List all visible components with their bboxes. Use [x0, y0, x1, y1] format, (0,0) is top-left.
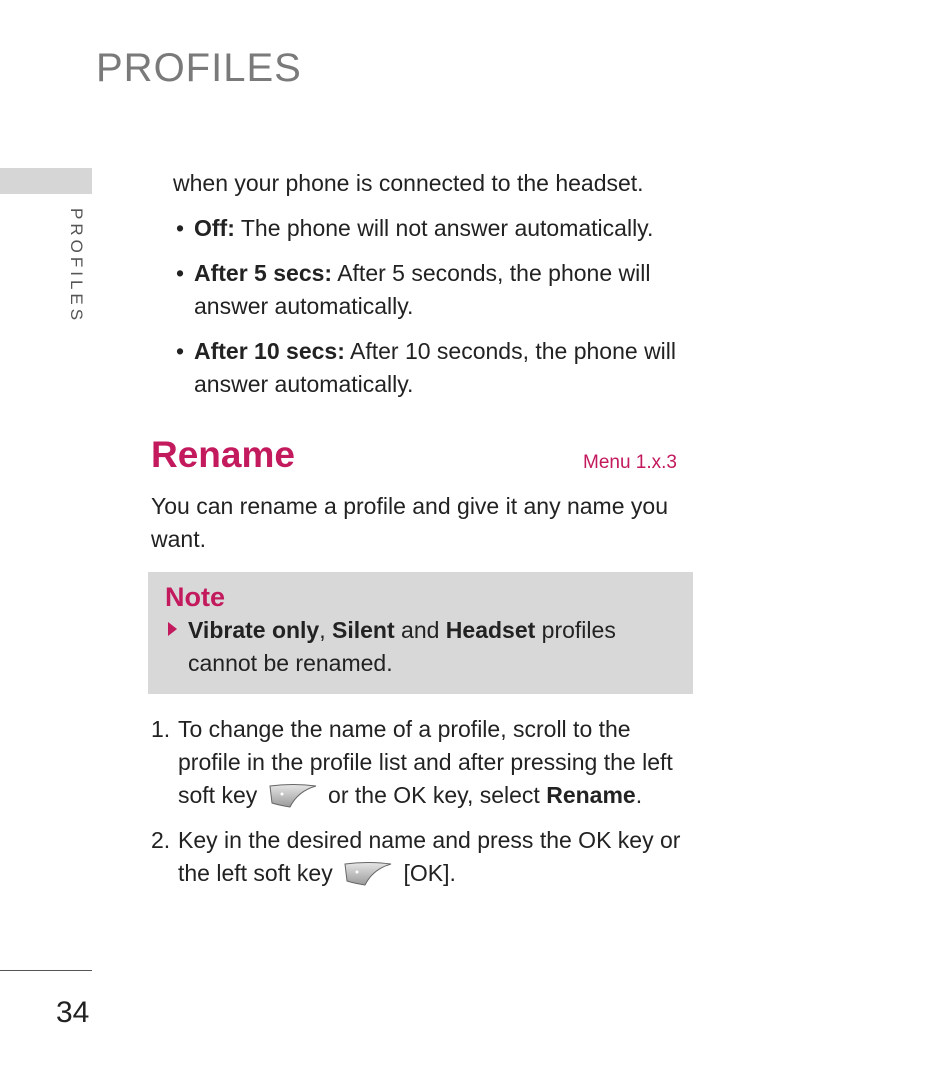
list-item	[176, 212, 696, 245]
note-conjunction: and	[394, 617, 446, 643]
menu-reference: Menu 1.x.3	[583, 452, 677, 473]
note-separator: ,	[319, 617, 333, 643]
step-text: To change the name of a profile, scroll to the profile in the profile list and after pressing the left soft key	[178, 716, 673, 808]
note-box	[148, 572, 693, 694]
side-section-label: PROFILES	[67, 208, 86, 325]
note-text	[188, 614, 668, 680]
note-rest: profiles cannot be renamed.	[188, 617, 616, 676]
steps-list	[151, 713, 691, 902]
rename-description: You can rename a profile and give it any name you want.	[151, 493, 668, 552]
section-header	[151, 434, 681, 480]
note-term-silent: Silent	[332, 617, 395, 643]
side-tab	[0, 168, 92, 194]
list-item	[151, 824, 691, 890]
step-bold: Rename	[546, 782, 636, 808]
footer-divider	[0, 970, 92, 971]
section-title: Rename	[151, 434, 295, 475]
list-item	[151, 713, 691, 812]
left-soft-key-icon	[343, 861, 393, 887]
option-term: Off:	[194, 215, 235, 241]
bullet-icon: •	[176, 338, 185, 364]
option-text: After 10 seconds, the phone will answer automatically.	[194, 338, 677, 397]
left-soft-key-icon	[268, 783, 318, 809]
step-end: .	[635, 782, 643, 808]
note-title: Note	[165, 582, 225, 612]
step-number: 1.	[151, 716, 171, 742]
list-item	[176, 257, 696, 323]
list-item	[176, 335, 696, 401]
note-term-headset: Headset	[445, 617, 536, 643]
intro-text: when your phone is connected to the headset.	[173, 170, 644, 196]
step-text: Key in the desired name and press the OK key or the left soft key	[178, 827, 681, 886]
step-end: [OK].	[397, 860, 456, 886]
option-term: After 10 secs:	[194, 338, 345, 364]
page-title: PROFILES	[96, 46, 302, 90]
note-term-vibrate: Vibrate only	[188, 617, 320, 643]
bullet-icon: •	[176, 260, 185, 286]
option-text: After 5 seconds, the phone will answer automatically.	[194, 260, 651, 319]
page-number: 34	[56, 996, 90, 1029]
step-text-mid: or the OK key, select	[321, 782, 547, 808]
answer-options-list	[176, 212, 696, 413]
arrow-right-icon	[168, 622, 177, 636]
option-term: After 5 secs:	[194, 260, 333, 286]
step-number: 2.	[151, 827, 171, 853]
option-text: The phone will not answer automatically.	[234, 215, 654, 241]
bullet-icon: •	[176, 215, 185, 241]
